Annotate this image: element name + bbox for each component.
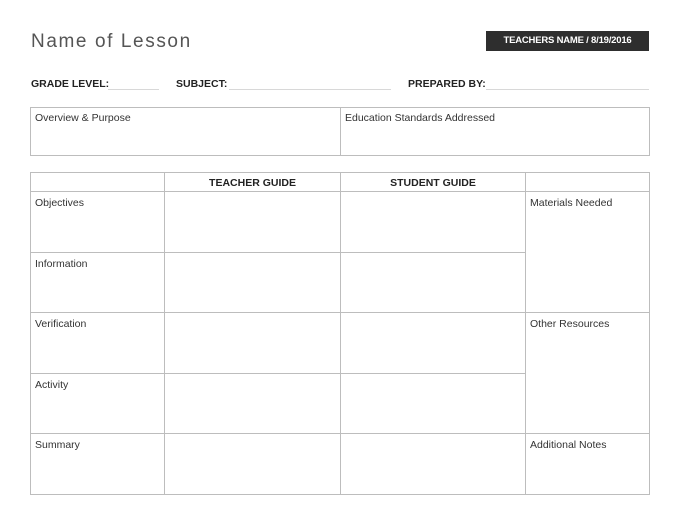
teacher-guide-verification-cell[interactable] bbox=[165, 313, 340, 373]
grade-level-label: GRADE LEVEL: bbox=[31, 78, 110, 90]
column-header-student-guide: STUDENT GUIDE bbox=[390, 177, 476, 189]
materials-needed-label: Materials Needed bbox=[530, 197, 613, 209]
row-label-summary: Summary bbox=[35, 439, 80, 451]
education-standards-field[interactable] bbox=[341, 108, 649, 155]
overview-purpose-label: Overview & Purpose bbox=[35, 112, 131, 124]
row-label-verification: Verification bbox=[35, 318, 87, 330]
student-guide-activity-cell[interactable] bbox=[341, 374, 525, 433]
teacher-guide-activity-cell[interactable] bbox=[165, 374, 340, 433]
lesson-title[interactable]: Name of Lesson bbox=[31, 31, 192, 52]
student-guide-information-cell[interactable] bbox=[341, 253, 525, 312]
student-guide-summary-cell[interactable] bbox=[341, 434, 525, 494]
row-label-information: Information bbox=[35, 258, 88, 270]
column-header-teacher-guide: TEACHER GUIDE bbox=[209, 177, 296, 189]
teacher-guide-summary-cell[interactable] bbox=[165, 434, 340, 494]
student-guide-verification-cell[interactable] bbox=[341, 313, 525, 373]
subject-field[interactable] bbox=[229, 89, 391, 90]
teacher-date-badge[interactable]: TEACHERS NAME / 8/19/2016 bbox=[486, 31, 649, 51]
prepared-by-label: PREPARED BY: bbox=[408, 78, 486, 90]
teacher-guide-information-cell[interactable] bbox=[165, 253, 340, 312]
row-label-activity: Activity bbox=[35, 379, 69, 391]
prepared-by-field[interactable] bbox=[486, 89, 649, 90]
row-label-objectives: Objectives bbox=[35, 197, 85, 209]
materials-needed-field[interactable] bbox=[526, 192, 649, 312]
additional-notes-label: Additional Notes bbox=[530, 439, 607, 451]
other-resources-label: Other Resources bbox=[530, 318, 610, 330]
education-standards-label: Education Standards Addressed bbox=[345, 112, 496, 124]
teacher-guide-objectives-cell[interactable] bbox=[165, 192, 340, 252]
additional-notes-field[interactable] bbox=[526, 434, 649, 494]
overview-purpose-field[interactable] bbox=[31, 108, 340, 155]
student-guide-objectives-cell[interactable] bbox=[341, 192, 525, 252]
subject-label: SUBJECT: bbox=[176, 78, 228, 90]
grade-level-field[interactable] bbox=[108, 89, 159, 90]
other-resources-field[interactable] bbox=[526, 313, 649, 433]
